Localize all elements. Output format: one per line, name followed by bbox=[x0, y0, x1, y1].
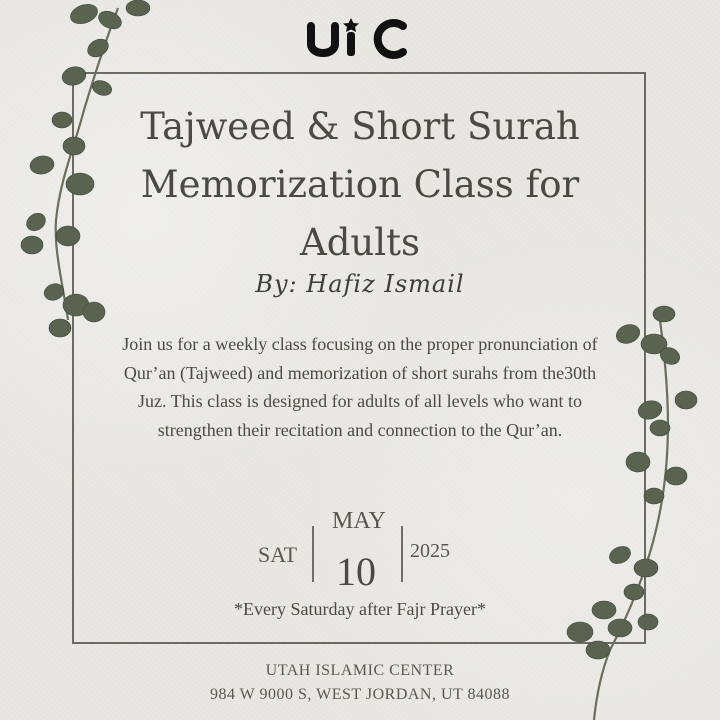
location-name: UTAH ISLAMIC CENTER bbox=[265, 662, 455, 679]
year: 2025 bbox=[410, 540, 450, 562]
date-divider bbox=[312, 526, 314, 582]
uic-logo bbox=[0, 12, 720, 64]
location-address: 984 W 9000 S, WEST JORDAN, UT 84088 bbox=[209, 686, 511, 703]
uic-logo-mark bbox=[305, 14, 415, 62]
day-of-week: SAT bbox=[258, 542, 298, 567]
schedule-note: *Every Saturday after Fajr Prayer* bbox=[234, 599, 486, 619]
date-divider bbox=[401, 526, 403, 582]
event-description: Join us for a weekly class focusing on the proper pronunciation of Qur’an (Tajweed) and memorization of short surahs from the30th Juz. This class is designed for adults of all levels who want to strengthen their recitation and connection to the Qur’an. bbox=[122, 334, 598, 440]
instructor-byline: By: Hafiz Ismail bbox=[255, 270, 465, 298]
month: MAY bbox=[332, 508, 386, 534]
event-title: Tajweed & Short Surah Memorization Class for Adults bbox=[140, 105, 580, 264]
event-date bbox=[0, 506, 720, 596]
day-number: 10 bbox=[336, 549, 376, 594]
